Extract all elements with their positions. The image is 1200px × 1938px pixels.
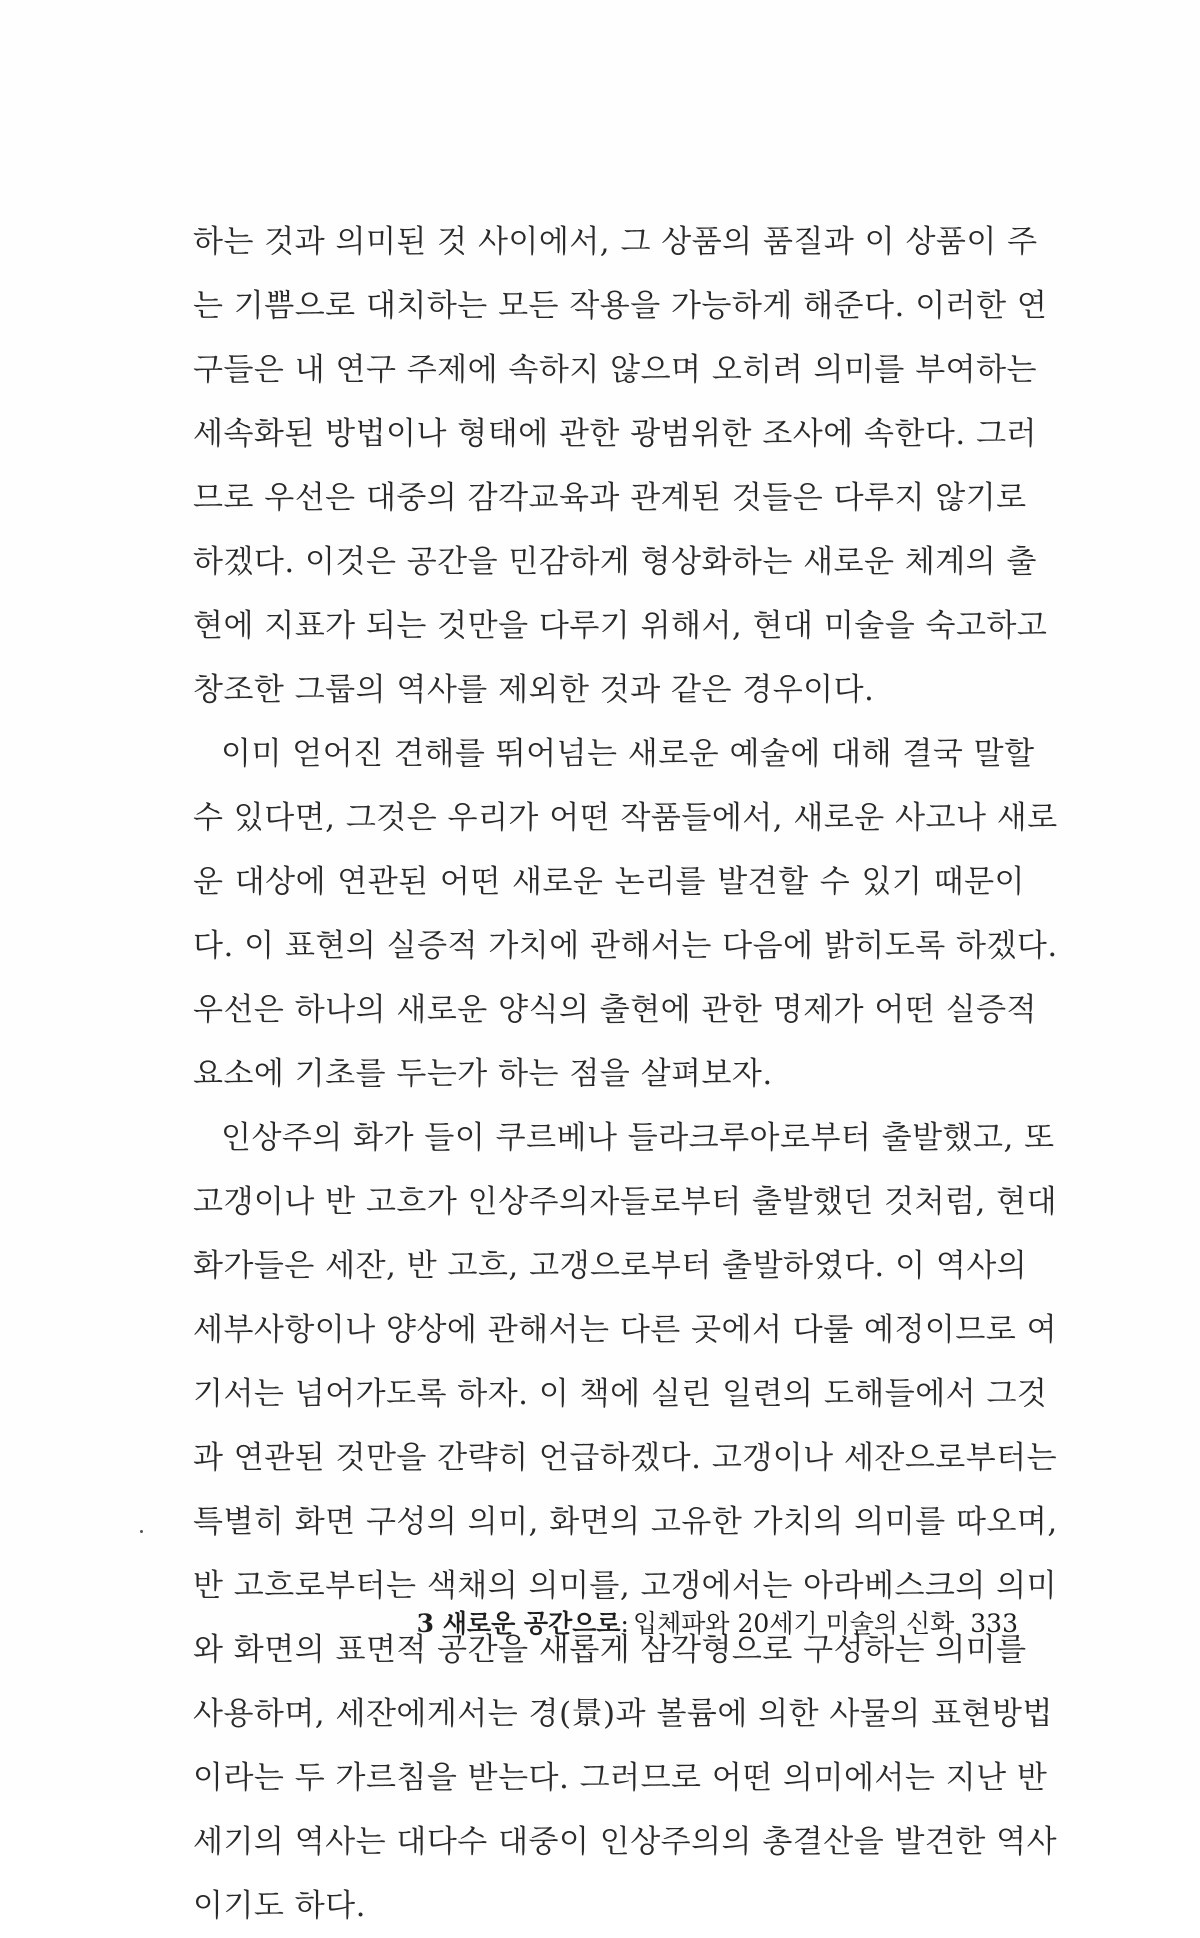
text-line: 하겠다. 이것은 공간을 민감하게 형상화하는 새로운 체계의 출 bbox=[193, 544, 1037, 580]
footer-chapter-title: 3 새로운 공간으로 bbox=[416, 1609, 621, 1638]
page-number: 333 bbox=[970, 1609, 1018, 1638]
scan-speck bbox=[140, 1530, 143, 1533]
text-line: 세부사항이나 양상에 관해서는 다른 곳에서 다룰 예정이므로 여 bbox=[193, 1312, 1058, 1348]
text-line: 구들은 내 연구 주제에 속하지 않으며 오히려 의미를 부여하는 bbox=[193, 352, 1037, 388]
text-line: 우선은 하나의 새로운 양식의 출현에 관한 명제가 어떤 실증적 bbox=[193, 992, 1037, 1028]
text-line: 이기도 하다. bbox=[193, 1888, 366, 1924]
text-line: 므로 우선은 대중의 감각교육과 관계된 것들은 다루지 않기로 bbox=[193, 480, 1027, 516]
text-line: 이미 얻어진 견해를 뛰어넘는 새로운 예술에 대해 결국 말할 bbox=[221, 736, 1035, 772]
text-line: 운 대상에 연관된 어떤 새로운 논리를 발견할 수 있기 때문이 bbox=[193, 864, 1025, 900]
text-line: 인상주의 화가 들이 쿠르베나 들라크루아로부터 출발했고, 또 bbox=[221, 1120, 1055, 1156]
footer-separator: : bbox=[620, 1609, 629, 1638]
text-line: 반 고흐로부터는 색채의 의미를, 고갱에서는 아라베스크의 의미 bbox=[193, 1568, 1058, 1604]
text-line: 와 화면의 표면적 공간을 새롭게 삼각형으로 구성하는 의미를 bbox=[193, 1632, 1027, 1668]
text-line: 기서는 넘어가도록 하자. 이 책에 실린 일련의 도해들에서 그것 bbox=[193, 1376, 1048, 1412]
text-line: 세기의 역사는 대다수 대중이 인상주의의 총결산을 발견한 역사 bbox=[193, 1824, 1058, 1860]
text-line: 특별히 화면 구성의 의미, 화면의 고유한 가치의 의미를 따오며, bbox=[193, 1504, 1058, 1540]
body-text bbox=[193, 210, 1058, 1938]
text-line: 화가들은 세잔, 반 고흐, 고갱으로부터 출발하였다. 이 역사의 bbox=[193, 1248, 1028, 1284]
text-line: 요소에 기초를 두는가 하는 점을 살펴보자. bbox=[193, 1056, 773, 1092]
running-footer bbox=[417, 1604, 1018, 1644]
text-line: 는 기쁨으로 대치하는 모든 작용을 가능하게 해준다. 이러한 연 bbox=[193, 288, 1048, 324]
text-line: 하는 것과 의미된 것 사이에서, 그 상품의 품질과 이 상품이 주 bbox=[193, 224, 1038, 260]
text-line: 이라는 두 가르침을 받는다. 그러므로 어떤 의미에서는 지난 반 bbox=[193, 1760, 1048, 1796]
text-line: 사용하며, 세잔에게서는 경(景)과 볼륨에 의한 사물의 표현방법 bbox=[193, 1696, 1053, 1732]
text-line: 수 있다면, 그것은 우리가 어떤 작품들에서, 새로운 사고나 새로 bbox=[193, 800, 1058, 836]
text-line: 현에 지표가 되는 것만을 다루기 위해서, 현대 미술을 숙고하고 bbox=[193, 608, 1048, 644]
text-line: 고갱이나 반 고흐가 인상주의자들로부터 출발했던 것처럼, 현대 bbox=[193, 1184, 1058, 1220]
footer-book-subtitle: 입체파와 20세기 미술의 신화 bbox=[632, 1609, 955, 1638]
text-line: 창조한 그룹의 역사를 제외한 것과 같은 경우이다. bbox=[193, 672, 875, 708]
text-line: 세속화된 방법이나 형태에 관한 광범위한 조사에 속한다. 그러 bbox=[193, 416, 1037, 452]
text-line: 과 연관된 것만을 간략히 언급하겠다. 고갱이나 세잔으로부터는 bbox=[193, 1440, 1058, 1476]
text-line: 다. 이 표현의 실증적 가치에 관해서는 다음에 밝히도록 하겠다. bbox=[193, 928, 1058, 964]
